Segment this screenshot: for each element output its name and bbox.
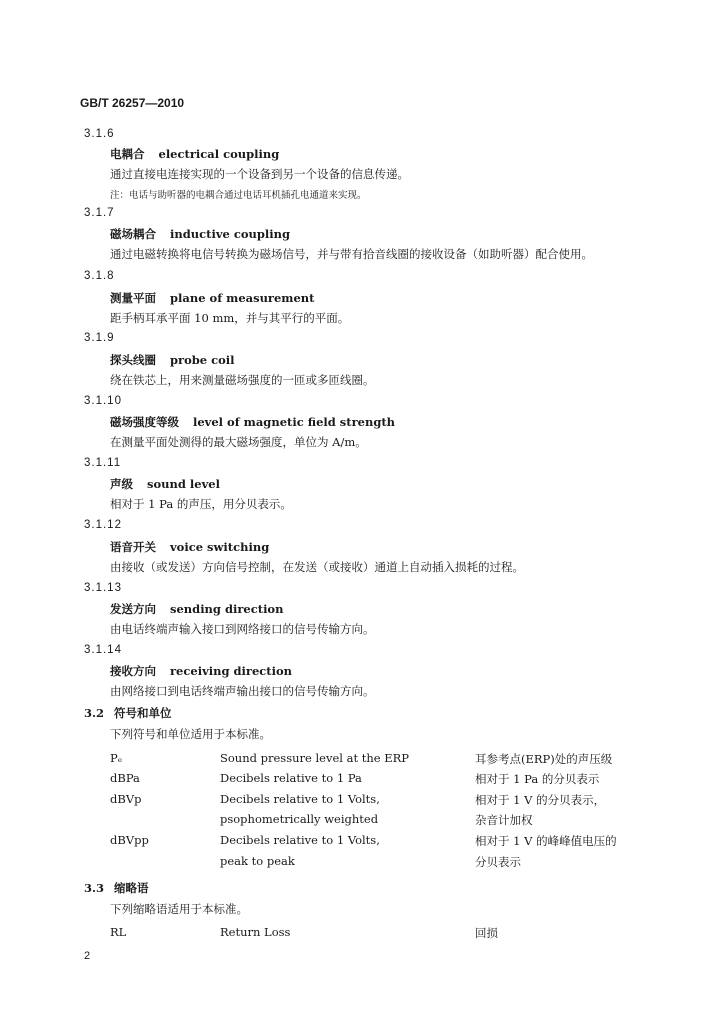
term-cn: 测量平面 [110,291,156,305]
section-intro: 下列缩略语适用于本标准。 [110,902,248,916]
term-cn: 电耦合 [110,147,145,161]
section-title: 缩略语 [114,881,149,895]
term-cn: 语音开关 [110,540,156,554]
clause-number: 3.1.9 [84,332,115,344]
symbol-description-cn: 相对于 1 Pa 的分贝表示 [475,772,600,786]
symbol-description-en: Decibels relative to 1 Volts, [220,833,380,847]
section-number: 3.2 [84,706,105,720]
symbol-description-cn: 耳参考点(ERP)处的声压级 [475,752,613,766]
term-en: sound level [147,477,220,491]
term-heading [110,476,220,492]
clause-number: 3.1.8 [84,270,115,282]
clause-number: 3.1.14 [84,644,122,656]
clause-number: 3.1.11 [84,457,122,469]
term-definition: 相对于 1 Pa 的声压，用分贝表示。 [110,497,292,511]
symbol-description-cn-continued: 分贝表示 [475,855,521,869]
term-en: plane of measurement [170,291,315,305]
abbreviation-expansion-en: Return Loss [220,925,291,939]
term-heading [110,414,395,430]
symbol-description-en-continued: peak to peak [220,854,295,868]
clause-number: 3.1.12 [84,519,122,531]
symbol-description-cn: 相对于 1 V 的峰峰值电压的 [475,834,617,848]
symbol-description-en: Sound pressure level at the ERP [220,751,409,765]
term-cn: 声级 [110,477,133,491]
term-cn: 接收方向 [110,664,156,678]
standard-id-header: GB/T 26257—2010 [80,96,185,110]
section-title: 符号和单位 [114,706,172,720]
term-en: probe coil [170,353,235,367]
term-definition: 通过电磁转换将电信号转换为磁场信号，并与带有拾音线圈的接收设备（如助听器）配合使用。 [110,247,593,261]
symbol-description-cn: 相对于 1 V 的分贝表示， [475,793,606,807]
section-number: 3.3 [84,881,105,895]
term-en: inductive coupling [170,227,291,241]
symbol-description-en: Decibels relative to 1 Volts, [220,792,380,806]
symbol: Pₑ [110,751,123,765]
section-intro: 下列符号和单位适用于本标准。 [110,727,271,741]
term-cn: 发送方向 [110,602,156,616]
term-definition: 由接收（或发送）方向信号控制，在发送（或接收）通道上自动插入损耗的过程。 [110,560,524,574]
term-en: level of magnetic field strength [193,415,396,429]
term-heading [110,539,269,555]
symbol: dBPa [110,771,140,785]
symbol-description-en: Decibels relative to 1 Pa [220,771,362,785]
page-number: 2 [84,950,91,962]
term-heading [110,290,314,306]
term-heading [110,663,292,679]
term-definition: 由电话终端声输入接口到网络接口的信号传输方向。 [110,622,375,636]
symbol-description-cn-continued: 杂音计加权 [475,813,533,827]
clause-number: 3.1.10 [84,395,122,407]
term-heading [110,146,279,162]
term-heading [110,352,235,368]
section-heading [84,705,172,721]
term-cn: 探头线圈 [110,353,156,367]
term-en: voice switching [170,540,270,554]
symbol: dBVp [110,792,142,806]
term-definition: 通过直接电连接实现的一个设备到另一个设备的信息传递。 [110,167,409,181]
term-cn: 磁场耦合 [110,227,156,241]
term-cn: 磁场强度等级 [110,415,179,429]
symbol: dBVpp [110,833,149,847]
clause-number: 3.1.6 [84,128,115,140]
term-definition: 绕在铁芯上，用来测量磁场强度的一匝或多匝线圈。 [110,373,375,387]
term-en: electrical coupling [158,147,280,161]
term-definition: 距手柄耳承平面 10 mm，并与其平行的平面。 [110,311,350,325]
abbreviation: RL [110,925,127,939]
abbreviation-meaning-cn: 回损 [475,926,498,940]
term-note: 注：电话与助听器的电耦合通过电话耳机插孔电通道来实现。 [110,190,367,201]
term-heading [110,601,283,617]
clause-number: 3.1.7 [84,207,115,219]
term-heading [110,226,290,242]
section-heading [84,880,149,896]
term-definition: 在测量平面处测得的最大磁场强度，单位为 A/m。 [110,435,367,449]
term-definition: 由网络接口到电话终端声输出接口的信号传输方向。 [110,684,375,698]
clause-number: 3.1.13 [84,582,122,594]
term-en: receiving direction [170,664,293,678]
symbol-description-en-continued: psophometrically weighted [220,812,379,826]
term-en: sending direction [170,602,284,616]
